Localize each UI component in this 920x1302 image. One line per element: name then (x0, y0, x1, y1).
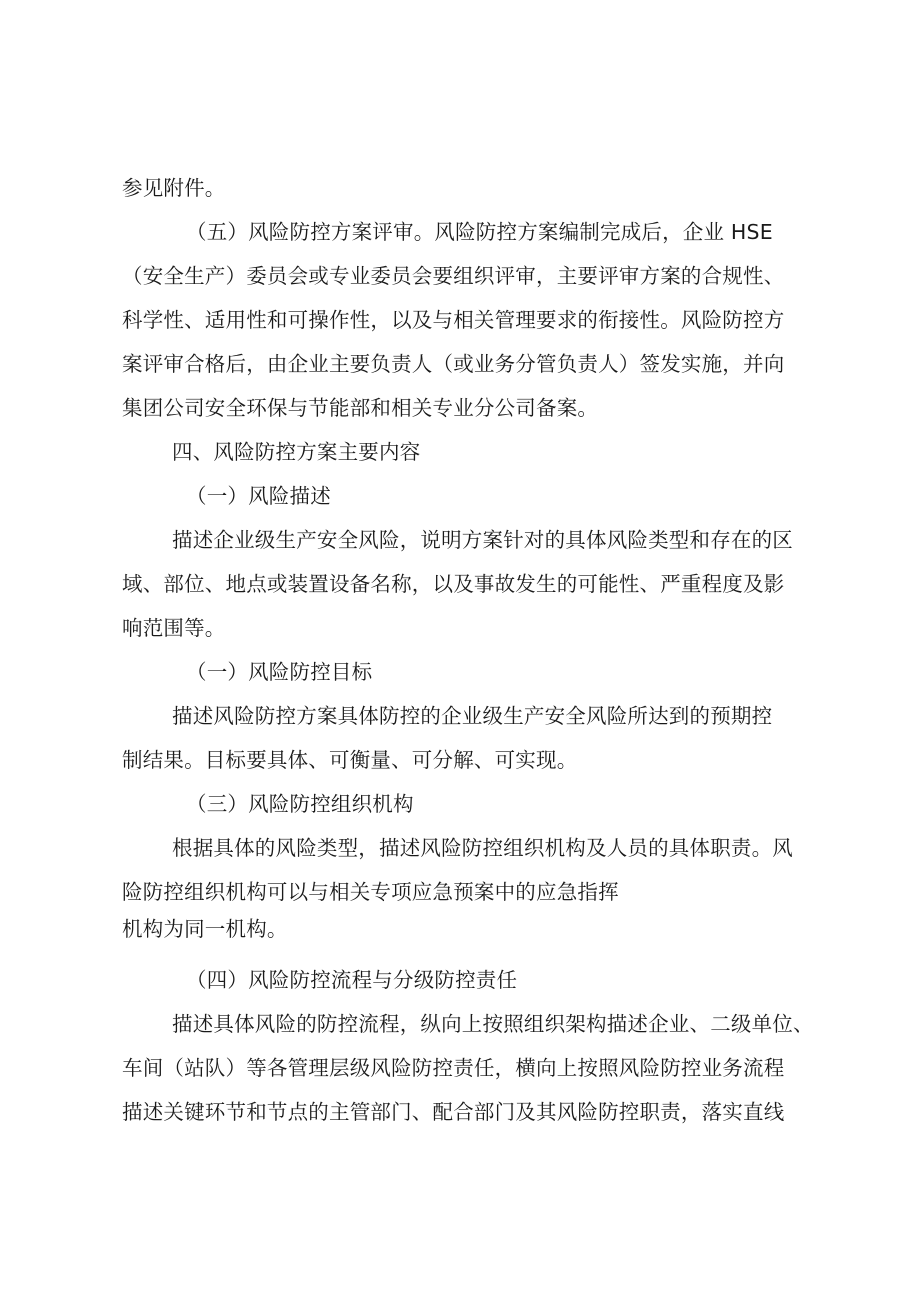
section-heading-review: （五）风险防控方案评审。风险防控方案编制完成后，企业 HSE (186, 220, 773, 244)
text-line: 描述具体风险的防控流程，纵向上按照组织架构描述企业、二级单位、 (172, 1012, 814, 1036)
text-line: 科学性、适用性和可操作性，以及与相关管理要求的衔接性。风险防控方 (122, 308, 785, 332)
section-heading-process: （四）风险防控流程与分级防控责任 (186, 968, 518, 992)
text-line: 根据具体的风险类型，描述风险防控组织机构及人员的具体职责。风 (172, 836, 793, 860)
text-line: 集团公司安全环保与节能部和相关专业分公司备案。 (122, 396, 599, 420)
text-line: 机构为同一机构。 (122, 917, 288, 941)
text-line: 描述风险防控方案具体防控的企业级生产安全风险所达到的预期控 (172, 704, 773, 728)
chapter-heading-main-content: 四、风险防控方案主要内容 (172, 440, 421, 464)
text-line-continuation: 参见附件。 (122, 176, 226, 200)
text-line: 案评审合格后，由企业主要负责人（或业务分管负责人）签发实施，并向 (122, 352, 785, 376)
text-line: 响范围等。 (122, 616, 226, 640)
text-line: 制结果。目标要具体、可衡量、可分解、可实现。 (122, 748, 578, 772)
section-heading-risk-description: （一）风险描述 (186, 484, 331, 508)
text-line: 车间（站队）等各管理层级风险防控责任，横向上按照风险防控业务流程 (122, 1056, 785, 1080)
section-heading-risk-target: （一）风险防控目标 (186, 660, 373, 684)
text-line: （安全生产）委员会或专业委员会要组织评审，主要评审方案的合规性、 (122, 264, 785, 288)
text-line: 描述企业级生产安全风险，说明方案针对的具体风险类型和存在的区 (172, 528, 793, 552)
section-heading-organization: （三）风险防控组织机构 (186, 792, 414, 816)
text-line: 域、部位、地点或装置设备名称，以及事故发生的可能性、严重程度及影 (122, 572, 785, 596)
text-line: 描述关键环节和节点的主管部门、配合部门及其风险防控职责，落实直线 (122, 1100, 785, 1124)
text-line: 险防控组织机构可以与相关专项应急预案中的应急指挥 (122, 880, 619, 904)
